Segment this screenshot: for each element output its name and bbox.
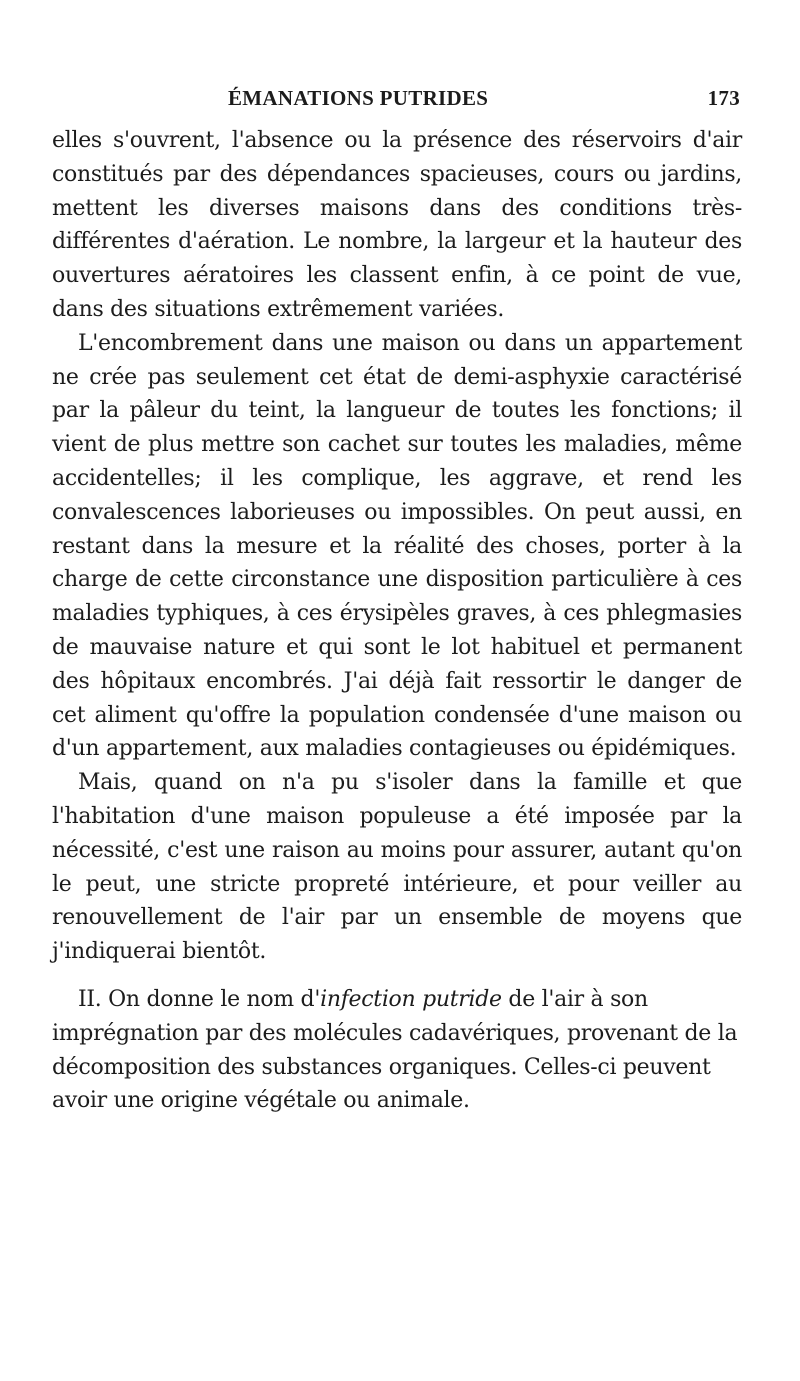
body-text [52,124,742,1118]
paragraph-infection-putride [52,983,742,1118]
page-number: 173 [707,86,740,110]
paragraph-text-after: de l'air à son imprégnation par des molécules cadavériques, provenant de la décomposition des substances organiques. Celles-ci peuvent avoir une origine végétale ou animale. [52,986,738,1114]
paragraph-continuation: elles s'ouvrent, l'absence ou la présence des réservoirs d'air constitués par des dépendances spacieuses, cours ou jardins, mettent les diverses maisons dans des conditions très-différentes d'aération. Le nombre, la largeur et la hauteur des ouvertures aératoires les classent enfin, à ce point de vue, dans des situations extrêmement variées. [52,128,742,322]
running-head [60,86,740,116]
emphasis-term: infection putride [320,986,502,1012]
paragraph-encombrement: L'encombrement dans une maison ou dans un appartement ne crée pas seulement cet état de demi-asphyxie caractérisé par la pâleur du teint, la langueur de toutes les fonctions; il vient de plus mettre son cachet sur toutes les maladies, même accidentelles; il les complique, les aggrave, et rend les convalescences laborieuses ou impossibles. On peut aussi, en restant dans la mesure et la réalité des choses, porter à la charge de cette circonstance une disposition particulière à ces maladies typhiques, à ces érysipèles graves, à ces phlegmasies de mauvaise nature et qui sont le lot habituel et permanent des hôpitaux encombrés. J'ai déjà fait ressortir le danger de cet aliment qu'offre la population condensée d'une maison ou d'un appartement, aux maladies contagieuses ou épidémiques. [52,330,742,762]
paragraph-isolement: Mais, quand on n'a pu s'isoler dans la famille et que l'habitation d'une maison populeuse a été imposée par la nécessité, c'est une raison au moins pour assurer, autant qu'on le peut, une stricte propreté intérieure, et pour veiller au renouvellement de l'air par un ensemble de moyens que j'indiquerai bientôt. [52,770,742,965]
running-title: ÉMANATIONS PUTRIDES [228,86,489,110]
paragraph-text-before: II. On donne le nom d' [78,986,321,1012]
